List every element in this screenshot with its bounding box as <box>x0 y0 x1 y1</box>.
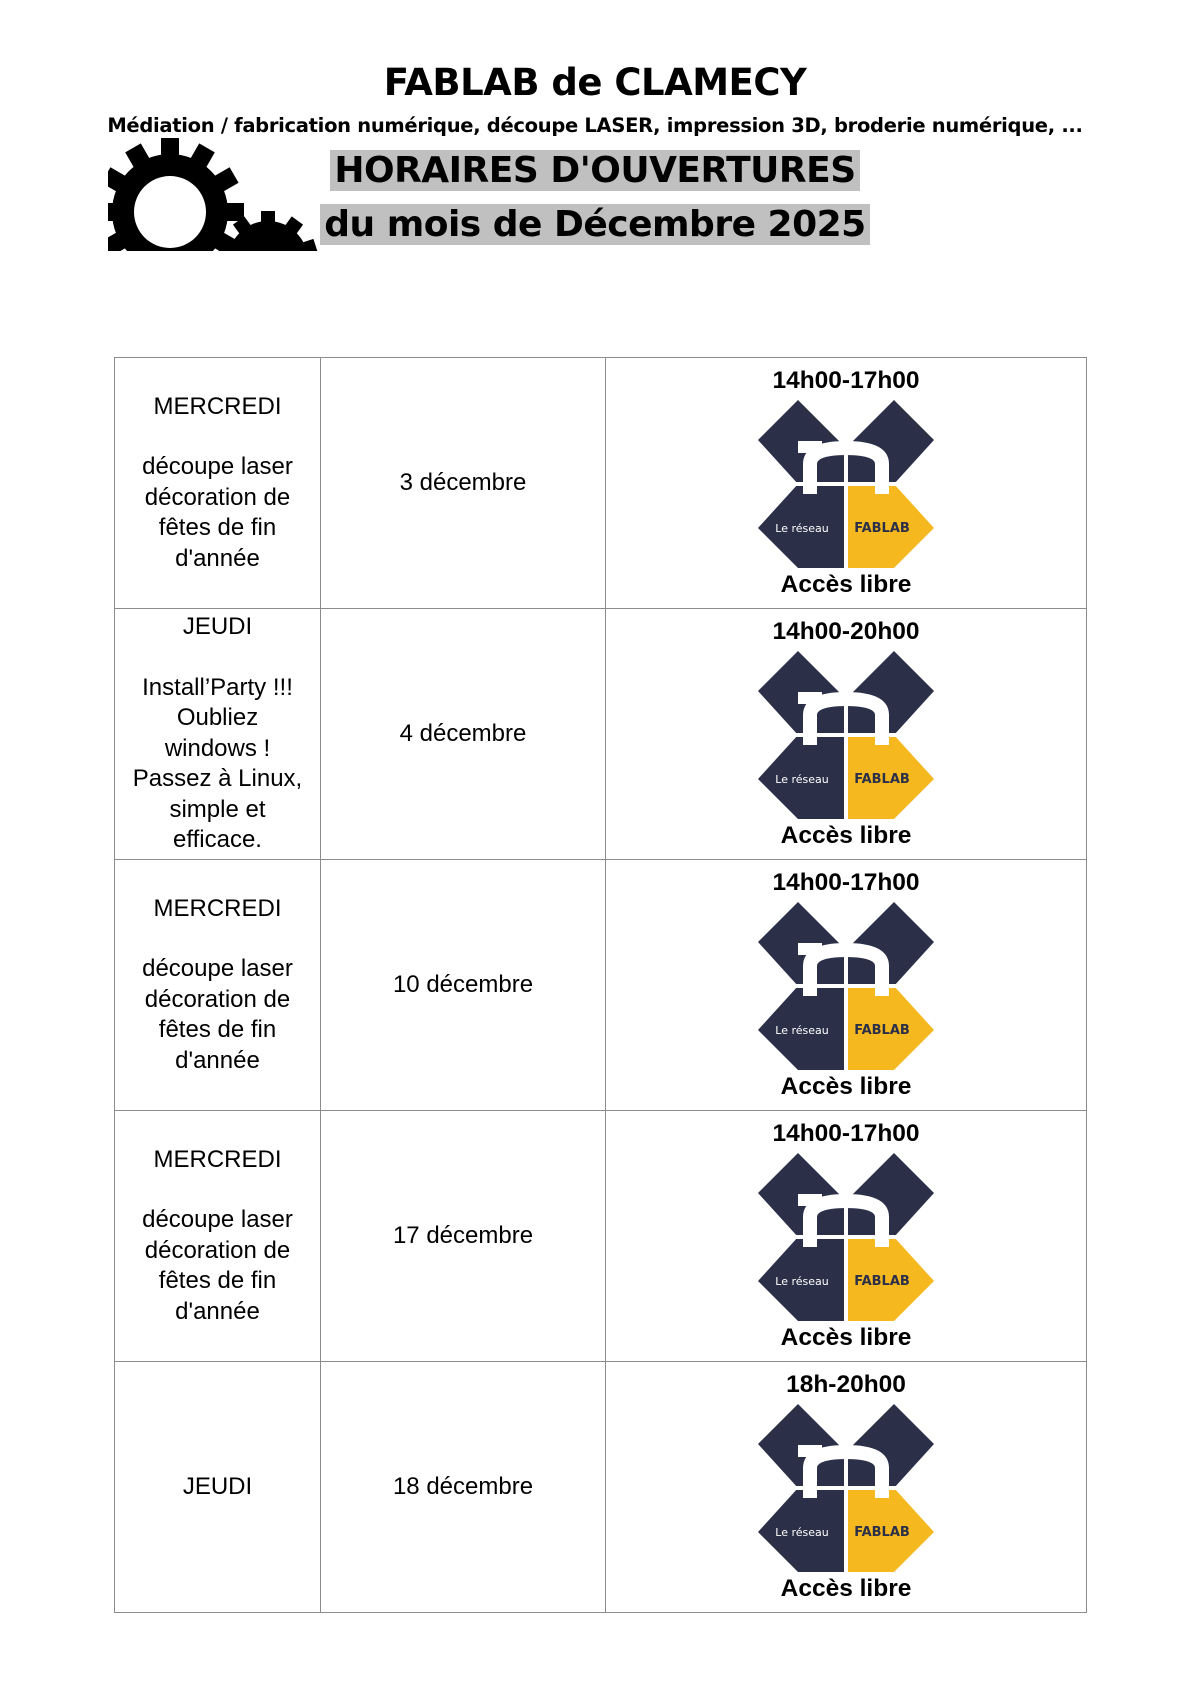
schedule-body <box>115 358 1087 1613</box>
schedule-table <box>114 357 1087 1613</box>
hours-cell <box>606 358 1087 609</box>
activity-text: découpe laser <box>142 955 293 983</box>
date-cell: 3 décembre <box>321 358 606 609</box>
day-cell <box>115 860 321 1111</box>
logo-network-text: Le réseau <box>775 1526 829 1539</box>
access-label: Accès libre <box>780 571 912 598</box>
day-label: MERCREDI <box>153 392 282 420</box>
hours-cell <box>606 1362 1087 1613</box>
logo-network-text: Le réseau <box>775 1024 829 1037</box>
access-label: Accès libre <box>780 1324 912 1351</box>
activity-text: décoration de <box>144 483 291 511</box>
page-title: FABLAB de CLAMECY <box>383 61 807 104</box>
activity-text: d'année <box>175 1297 260 1325</box>
activity-text: Oubliez <box>176 704 259 732</box>
activity-text: fêtes de fin <box>158 514 277 542</box>
opening-hours: 14h00-17h00 <box>772 1120 920 1147</box>
day-cell <box>115 358 321 609</box>
access-label: Accès libre <box>780 822 912 849</box>
spacer <box>115 643 320 673</box>
activity-text: simple et <box>169 795 266 823</box>
day-cell <box>115 1111 321 1362</box>
date-cell: 18 décembre <box>321 1362 606 1613</box>
activity-text: Passez à Linux, <box>132 765 303 793</box>
hours-cell <box>606 860 1087 1111</box>
logo-fablab-text: FABLAB <box>854 1023 910 1038</box>
activity-text: découpe laser <box>142 1206 293 1234</box>
day-label: MERCREDI <box>153 894 282 922</box>
logo-fablab-text: FABLAB <box>854 1274 910 1289</box>
date-cell: 10 décembre <box>321 860 606 1111</box>
activity-text: découpe laser <box>142 453 293 481</box>
date-cell: 4 décembre <box>321 609 606 860</box>
day-label: MERCREDI <box>153 1145 282 1173</box>
logo-network-text: Le réseau <box>775 1275 829 1288</box>
heading-line-2 <box>0 199 1190 251</box>
spacer <box>115 422 320 452</box>
heading-line-1 <box>0 145 1190 197</box>
day-cell <box>115 609 321 860</box>
hours-cell <box>606 1111 1087 1362</box>
spacer <box>115 924 320 954</box>
fablab-network-logo <box>758 902 934 1070</box>
date-cell: 17 décembre <box>321 1111 606 1362</box>
heading-month: du mois de Décembre 2025 <box>320 204 869 245</box>
opening-hours: 14h00-17h00 <box>772 367 920 394</box>
opening-hours: 14h00-17h00 <box>772 869 920 896</box>
table-row <box>115 1362 1087 1613</box>
activity-text: Install’Party !!! <box>142 673 293 701</box>
activity-text: d'année <box>175 544 260 572</box>
fablab-network-logo <box>758 1404 934 1572</box>
logo-fablab-text: FABLAB <box>854 772 910 787</box>
fablab-network-logo <box>758 1153 934 1321</box>
table-row <box>115 609 1087 860</box>
opening-hours: 18h-20h00 <box>786 1371 906 1398</box>
access-label: Accès libre <box>780 1575 912 1602</box>
activity-text: fêtes de fin <box>158 1267 277 1295</box>
heading-opening-hours: HORAIRES D'OUVERTURES <box>330 150 859 191</box>
page-subtitle: Médiation / fabrication numérique, découpe LASER, impression 3D, broderie numérique, ... <box>107 114 1083 137</box>
logo-fablab-text: FABLAB <box>854 521 910 536</box>
access-label: Accès libre <box>780 1073 912 1100</box>
activity-text: windows ! <box>164 734 271 762</box>
day-cell <box>115 1362 321 1613</box>
table-row <box>115 1111 1087 1362</box>
logo-network-text: Le réseau <box>775 522 829 535</box>
day-label: JEUDI <box>182 1472 253 1500</box>
activity-text: fêtes de fin <box>158 1016 277 1044</box>
activity-text: décoration de <box>144 985 291 1013</box>
logo-fablab-text: FABLAB <box>854 1525 910 1540</box>
table-row <box>115 860 1087 1111</box>
logo-network-text: Le réseau <box>775 773 829 786</box>
hours-cell <box>606 609 1087 860</box>
day-label: JEUDI <box>182 613 253 641</box>
activity-text: décoration de <box>144 1236 291 1264</box>
spacer <box>115 1175 320 1205</box>
activity-text: d'année <box>175 1046 260 1074</box>
fablab-network-logo <box>758 651 934 819</box>
fablab-network-logo <box>758 400 934 568</box>
opening-hours: 14h00-20h00 <box>772 618 920 645</box>
table-row <box>115 358 1087 609</box>
activity-text: efficace. <box>173 826 262 854</box>
